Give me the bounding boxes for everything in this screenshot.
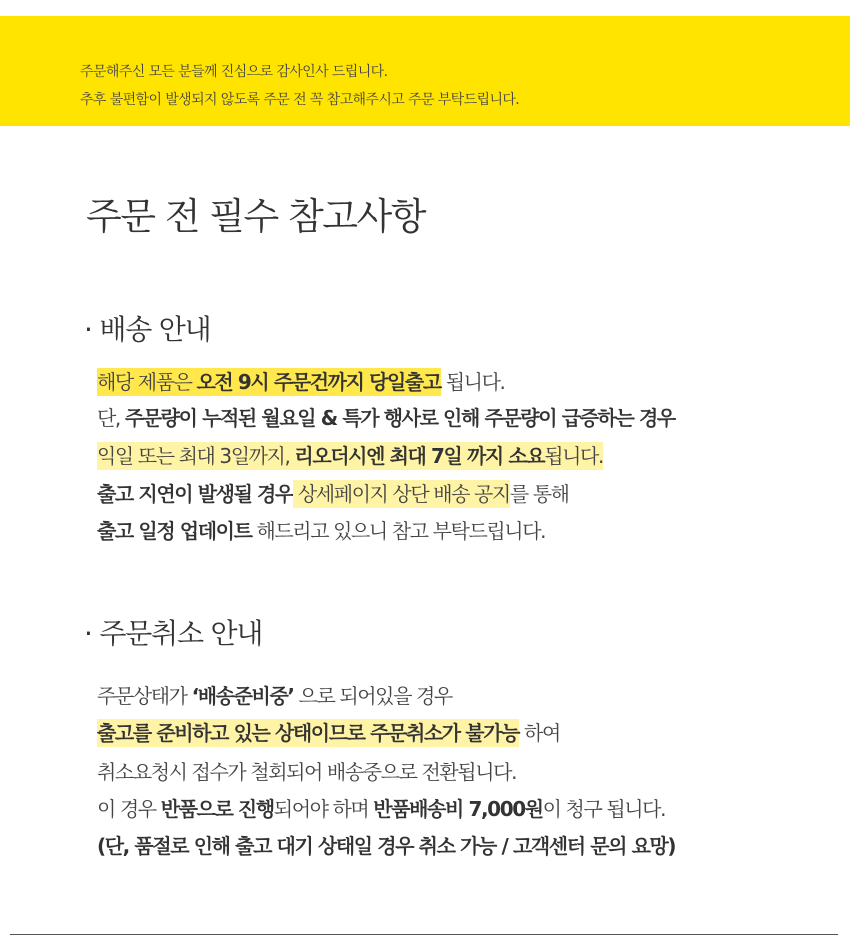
cancel-line-4: 이 경우 반품으로 진행되어야 하며 반품배송비 7,000원이 청구 됩니다. <box>97 797 666 821</box>
banner-line-1: 주문해주신 모든 분들께 진심으로 감사인사 드립니다. <box>80 64 388 80</box>
shipping-line-4: 출고 지연이 발생될 경우 상세페이지 상단 배송 공지를 통해 <box>97 482 569 506</box>
cancel-heading: · 주문취소 안내 <box>84 617 263 650</box>
page-title: 주문 전 필수 참고사항 <box>86 195 425 238</box>
shipping-heading: · 배송 안내 <box>84 313 211 346</box>
cancel-line-1: 주문상태가 ‘배송준비중’ 으로 되어있을 경우 <box>97 684 452 708</box>
shipping-line-1: 해당 제품은 오전 9시 주문건까지 당일출고 됩니다. <box>97 370 505 394</box>
shipping-line-2: 단, 주문량이 누적된 월요일 & 특가 행사로 인해 주문량이 급증하는 경우 <box>97 406 675 430</box>
shipping-line-3 <box>97 440 603 469</box>
cancel-line-3: 취소요청시 접수가 철회되어 배송중으로 전환됩니다. <box>97 760 517 784</box>
highlight: 상세페이지 상단 배송 공지 <box>292 482 510 506</box>
bottom-divider <box>10 934 838 935</box>
highlight: 출고를 준비하고 있는 상태이므로 주문취소가 불가능 <box>97 721 520 745</box>
shipping-line-5: 출고 일정 업데이트 해드리고 있으니 참고 부탁드립니다. <box>97 519 546 543</box>
highlight: 해당 제품은 오전 9시 주문건까지 당일출고 <box>97 370 441 394</box>
banner-line-2: 추후 불편함이 발생되지 않도록 주문 전 꼭 참고해주시고 주문 부탁드립니다. <box>80 92 520 108</box>
highlight: 익일 또는 최대 3일까지, 리오더시엔 최대 7일 까지 소요됩니다. <box>97 444 603 468</box>
cancel-line-2: 출고를 준비하고 있는 상태이므로 주문취소가 불가능 하여 <box>97 721 560 745</box>
cancel-line-5: (단, 품절로 인해 출고 대기 상태일 경우 취소 가능 / 고객센터 문의 요망) <box>97 834 676 858</box>
notice-banner <box>0 16 850 126</box>
